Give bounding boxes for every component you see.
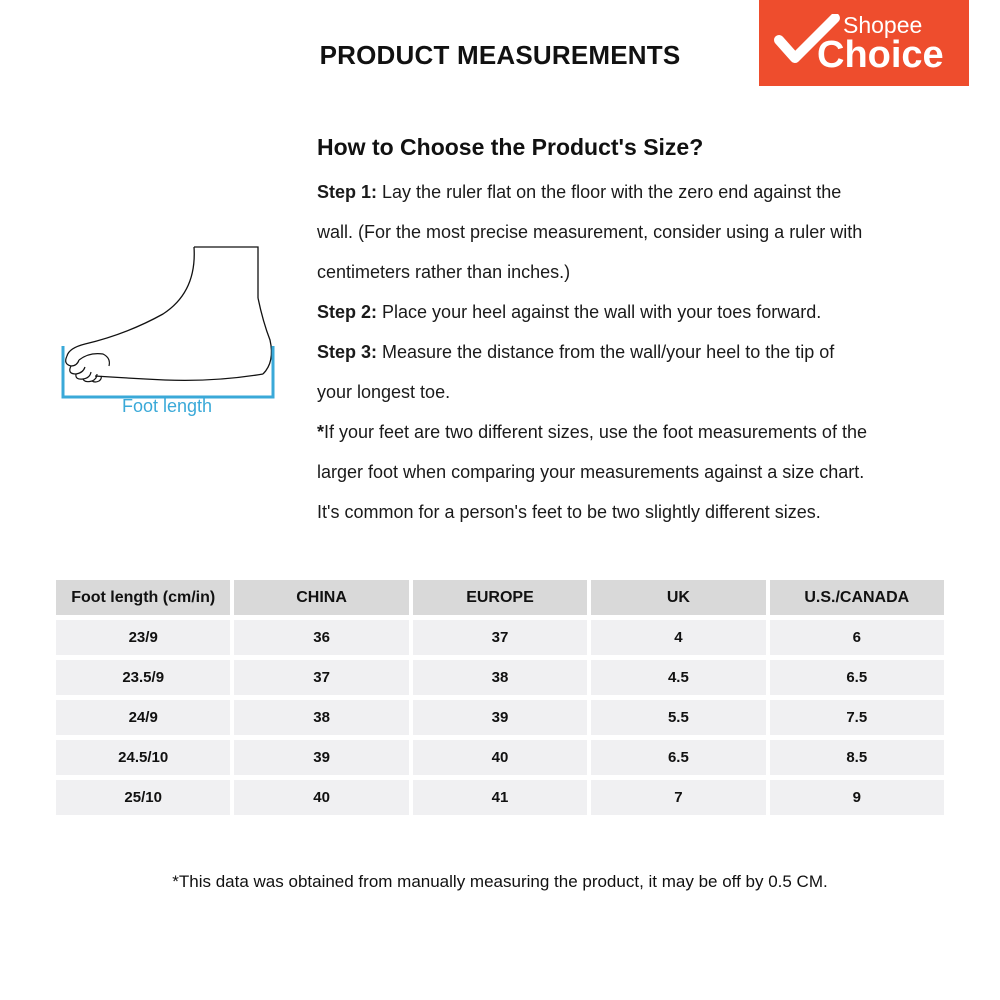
table-row bbox=[56, 660, 944, 695]
step-1-line bbox=[317, 172, 957, 212]
step-1-text: Lay the ruler flat on the floor with the zero end against the bbox=[382, 182, 842, 202]
step-3-text-2: your longest toe. bbox=[317, 382, 451, 402]
step-1-label: Step 1: bbox=[317, 182, 378, 202]
table-cell: 23.5/9 bbox=[56, 660, 230, 695]
note-text: If your feet are two different sizes, use the foot measurements of the bbox=[324, 422, 867, 442]
table-cell: 40 bbox=[234, 780, 408, 815]
table-cell: 5.5 bbox=[591, 700, 765, 735]
table-cell: 24/9 bbox=[56, 700, 230, 735]
table-cell: 6 bbox=[770, 620, 944, 655]
step-3-text: Measure the distance from the wall/your heel to the tip of bbox=[382, 342, 835, 362]
step-3-label: Step 3: bbox=[317, 342, 378, 362]
shopee-choice-badge bbox=[759, 0, 969, 86]
note-text-3: It's common for a person's feet to be two slightly different sizes. bbox=[317, 502, 821, 522]
step-1-text-3: centimeters rather than inches.) bbox=[317, 262, 571, 282]
column-header: UK bbox=[591, 580, 765, 615]
note-marker: * bbox=[317, 422, 325, 442]
table-cell: 36 bbox=[234, 620, 408, 655]
table-cell: 24.5/10 bbox=[56, 740, 230, 775]
table-cell: 7 bbox=[591, 780, 765, 815]
table-cell: 40 bbox=[413, 740, 587, 775]
table-row bbox=[56, 700, 944, 735]
table-row bbox=[56, 780, 944, 815]
table-cell: 41 bbox=[413, 780, 587, 815]
table-cell: 4.5 bbox=[591, 660, 765, 695]
table-row bbox=[56, 620, 944, 655]
note-text-2: larger foot when comparing your measurements against a size chart. bbox=[317, 462, 865, 482]
column-header: CHINA bbox=[234, 580, 408, 615]
step-1-text-2: wall. (For the most precise measurement, consider using a ruler with bbox=[317, 222, 863, 242]
size-guide bbox=[317, 130, 957, 532]
column-header: EUROPE bbox=[413, 580, 587, 615]
table-cell: 8.5 bbox=[770, 740, 944, 775]
step-2-text: Place your heel against the wall with your toes forward. bbox=[382, 302, 822, 322]
table-cell: 38 bbox=[234, 700, 408, 735]
table-cell: 25/10 bbox=[56, 780, 230, 815]
table-header-row bbox=[56, 580, 944, 615]
page-title: PRODUCT MEASUREMENTS bbox=[319, 40, 681, 70]
column-header: U.S./CANADA bbox=[770, 580, 944, 615]
size-table bbox=[52, 575, 948, 820]
table-cell: 9 bbox=[770, 780, 944, 815]
table-cell: 38 bbox=[413, 660, 587, 695]
table-row bbox=[56, 740, 944, 775]
step-2-label: Step 2: bbox=[317, 302, 378, 322]
table-cell: 4 bbox=[591, 620, 765, 655]
table-cell: 37 bbox=[413, 620, 587, 655]
column-header: Foot length (cm/in) bbox=[56, 580, 230, 615]
badge-brand-top: Shopee bbox=[843, 12, 923, 38]
step-2-line bbox=[317, 292, 957, 332]
badge-brand-main: Choice bbox=[817, 34, 944, 76]
table-cell: 7.5 bbox=[770, 700, 944, 735]
table-cell: 6.5 bbox=[770, 660, 944, 695]
table-cell: 6.5 bbox=[591, 740, 765, 775]
table-cell: 37 bbox=[234, 660, 408, 695]
foot-icon bbox=[55, 240, 285, 420]
measurement-disclaimer: *This data was obtained from manually measuring the product, it may be off by 0.5 CM. bbox=[172, 872, 828, 891]
table-cell: 39 bbox=[413, 700, 587, 735]
table-cell: 23/9 bbox=[56, 620, 230, 655]
foot-length-label: Foot length bbox=[121, 396, 213, 416]
step-3-line bbox=[317, 332, 957, 372]
note-line bbox=[317, 412, 957, 452]
guide-heading: How to Choose the Product's Size? bbox=[317, 134, 704, 160]
table-cell: 39 bbox=[234, 740, 408, 775]
